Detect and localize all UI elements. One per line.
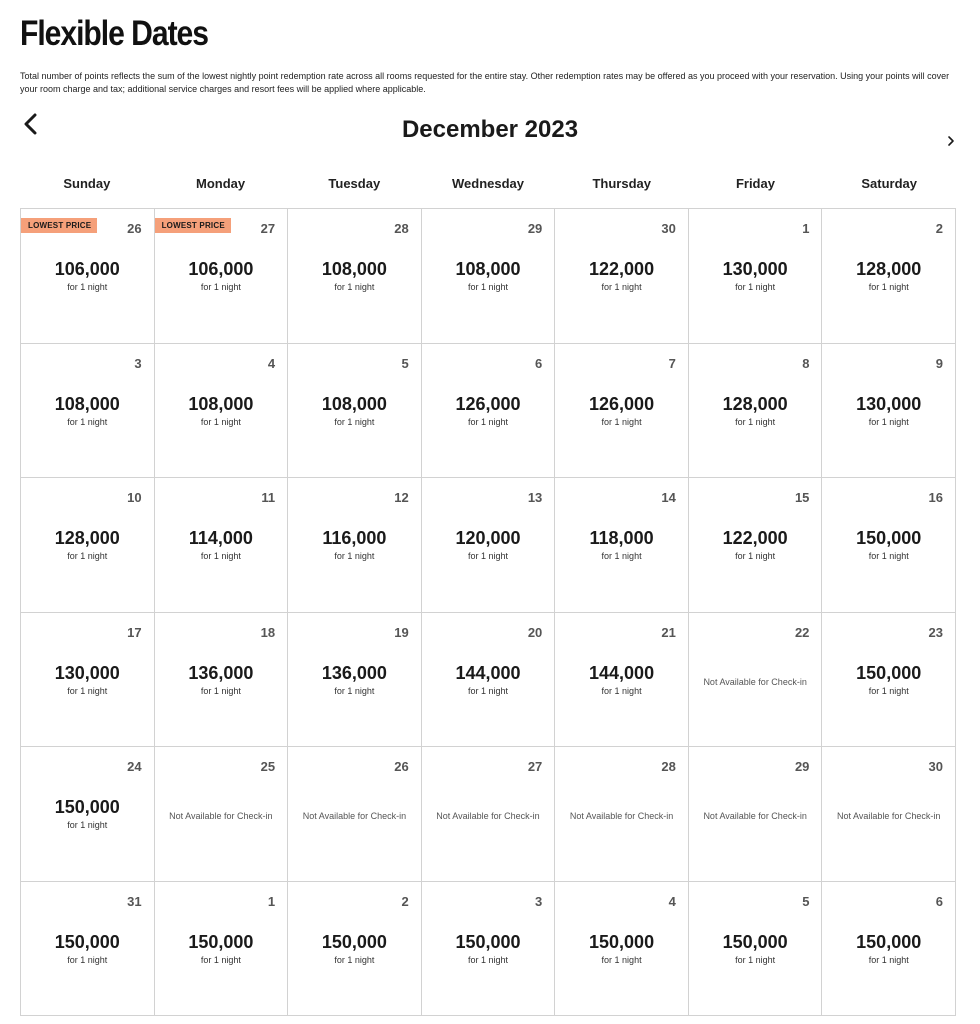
points-price: 108,000: [455, 259, 521, 279]
night-count-label: for 1 night: [67, 551, 108, 561]
calendar-day-cell[interactable]: [288, 882, 422, 1017]
night-count-label: for 1 night: [334, 954, 375, 965]
points-price: 106,000: [54, 259, 120, 279]
points-price: 122,000: [589, 259, 655, 279]
day-number: 18: [260, 624, 276, 640]
weekday-label: Friday: [735, 176, 775, 191]
calendar-day-cell[interactable]: [822, 882, 956, 1017]
points-price: 108,000: [321, 393, 387, 414]
points-price: 150,000: [856, 662, 922, 683]
day-number: 13: [527, 490, 543, 505]
calendar-day-cell[interactable]: [689, 882, 823, 1017]
not-available-label: Not Available for Check-in: [169, 811, 273, 821]
points-price: 126,000: [589, 393, 655, 414]
day-number: 25: [260, 759, 276, 774]
calendar-day-cell[interactable]: [822, 209, 956, 344]
points-price: 126,000: [455, 393, 521, 414]
not-available-label: Not Available for Check-in: [302, 811, 407, 821]
night-count-label: for 1 night: [200, 685, 241, 696]
month-title: December 2023: [401, 116, 579, 143]
points-price: 144,000: [455, 662, 521, 683]
not-available-label: Not Available for Check-in: [703, 811, 807, 821]
day-number: 11: [261, 490, 276, 505]
day-number: 3: [134, 355, 142, 371]
calendar-day-cell[interactable]: [155, 613, 289, 748]
night-count-label: for 1 night: [601, 954, 642, 965]
weekday-label: Saturday: [861, 176, 917, 191]
day-number: 27: [260, 221, 276, 236]
calendar-day-cell[interactable]: [822, 344, 956, 479]
points-price: 108,000: [321, 259, 387, 279]
points-price: 150,000: [589, 931, 655, 952]
day-number: 1: [267, 893, 276, 909]
night-count-label: for 1 night: [334, 416, 375, 427]
night-count-label: for 1 night: [467, 416, 508, 427]
night-count-label: for 1 night: [601, 551, 642, 561]
day-number: 27: [527, 759, 543, 774]
points-price: 136,000: [188, 662, 254, 683]
calendar-day-cell[interactable]: [422, 747, 556, 882]
calendar-day-cell[interactable]: [21, 478, 155, 613]
calendar-day-cell[interactable]: [288, 209, 422, 344]
night-count-label: for 1 night: [200, 954, 241, 965]
night-count-label: for 1 night: [334, 551, 375, 561]
weekday-label: Wednesday: [452, 176, 525, 191]
weekday-label: Thursday: [592, 176, 651, 191]
day-number: 23: [928, 624, 943, 640]
day-number: 5: [802, 893, 810, 909]
day-number: 22: [794, 624, 810, 640]
calendar-day-cell[interactable]: [155, 209, 289, 344]
points-price: 150,000: [54, 797, 120, 817]
night-count-label: for 1 night: [868, 551, 909, 561]
day-number: 5: [401, 355, 409, 371]
night-count-label: for 1 night: [67, 820, 108, 830]
day-number: 26: [127, 221, 142, 236]
night-count-label: for 1 night: [67, 416, 108, 427]
points-price: 128,000: [722, 393, 788, 414]
points-price: 120,000: [455, 528, 521, 548]
day-number: 16: [928, 490, 943, 505]
points-price: 150,000: [321, 931, 387, 952]
calendar-day-cell[interactable]: [288, 613, 422, 748]
not-available-label: Not Available for Check-in: [837, 811, 941, 821]
night-count-label: for 1 night: [200, 551, 241, 561]
day-number: 15: [794, 490, 810, 505]
points-price: 150,000: [455, 931, 521, 952]
calendar-day-cell[interactable]: [555, 747, 689, 882]
calendar-day-cell[interactable]: [288, 478, 422, 613]
night-count-label: for 1 night: [868, 685, 909, 696]
day-number: 17: [127, 624, 142, 640]
day-number: 14: [661, 490, 676, 505]
day-number: 2: [401, 893, 409, 909]
night-count-label: for 1 night: [334, 282, 375, 292]
points-price: 108,000: [54, 393, 120, 414]
night-count-label: for 1 night: [200, 416, 241, 427]
calendar-day-cell[interactable]: [21, 882, 155, 1017]
night-count-label: for 1 night: [868, 954, 909, 965]
night-count-label: for 1 night: [601, 282, 642, 292]
day-number: 30: [928, 759, 943, 774]
calendar-day-cell[interactable]: [155, 747, 289, 882]
calendar-day-cell[interactable]: [555, 882, 689, 1017]
points-price: 128,000: [54, 528, 120, 548]
night-count-label: for 1 night: [67, 685, 108, 696]
calendar-day-cell[interactable]: [288, 344, 422, 479]
calendar-day-cell[interactable]: [422, 344, 556, 479]
day-number: 31: [127, 893, 142, 909]
day-number: 24: [127, 759, 142, 774]
lowest-price-badge: LOWEST PRICE: [21, 218, 97, 233]
calendar-day-cell[interactable]: [555, 478, 689, 613]
points-price: 150,000: [856, 931, 922, 952]
day-number: 12: [394, 490, 409, 505]
day-number: 3: [535, 893, 543, 909]
calendar-day-cell[interactable]: [689, 478, 823, 613]
points-price: 128,000: [856, 259, 922, 279]
night-count-label: for 1 night: [868, 282, 909, 292]
points-price: 136,000: [321, 662, 387, 683]
night-count-label: for 1 night: [467, 551, 508, 561]
calendar-day-cell[interactable]: [422, 613, 556, 748]
calendar-day-cell[interactable]: [422, 882, 556, 1017]
night-count-label: for 1 night: [735, 282, 776, 292]
points-price: 144,000: [589, 662, 655, 683]
not-available-label: Not Available for Check-in: [703, 676, 807, 687]
calendar-day-cell[interactable]: [155, 344, 289, 479]
calendar-day-cell[interactable]: [822, 747, 956, 882]
points-price: 116,000: [322, 528, 387, 548]
points-price: 150,000: [188, 931, 254, 952]
day-number: 21: [661, 624, 676, 640]
calendar-day-cell[interactable]: [689, 613, 823, 748]
not-available-label: Not Available for Check-in: [569, 811, 674, 821]
calendar-day-cell[interactable]: [21, 344, 155, 479]
day-number: 28: [394, 221, 409, 236]
day-number: 29: [527, 221, 543, 236]
calendar-day-cell[interactable]: [555, 209, 689, 344]
night-count-label: for 1 night: [467, 685, 508, 696]
points-price: 108,000: [188, 393, 254, 414]
calendar-day-cell[interactable]: [555, 613, 689, 748]
night-count-label: for 1 night: [735, 551, 776, 561]
night-count-label: for 1 night: [868, 416, 909, 427]
calendar-day-cell[interactable]: [21, 613, 155, 748]
day-number: 6: [935, 893, 943, 909]
weekday-label: Monday: [196, 176, 246, 191]
night-count-label: for 1 night: [334, 685, 375, 696]
points-price: 118,000: [589, 528, 654, 548]
day-number: 29: [794, 759, 810, 774]
points-price: 130,000: [54, 662, 120, 683]
calendar-day-cell[interactable]: [689, 209, 823, 344]
points-price: 122,000: [722, 528, 788, 548]
day-number: 30: [661, 221, 676, 236]
calendar-day-cell[interactable]: [822, 613, 956, 748]
day-number: 7: [668, 355, 676, 371]
calendar-day-cell[interactable]: [288, 747, 422, 882]
chevron-right-icon: [945, 133, 957, 149]
night-count-label: for 1 night: [735, 416, 776, 427]
points-price: 106,000: [188, 259, 254, 279]
night-count-label: for 1 night: [735, 954, 776, 965]
weekday-header-row: [20, 176, 956, 191]
day-number: 9: [935, 355, 943, 371]
points-price: 150,000: [856, 528, 922, 548]
day-number: 10: [127, 490, 142, 505]
calendar-day-cell[interactable]: [422, 478, 556, 613]
next-month-button[interactable]: [945, 133, 957, 149]
calendar-day-cell[interactable]: [555, 344, 689, 479]
weekday-label: Sunday: [63, 176, 111, 191]
day-number: 28: [661, 759, 676, 774]
night-count-label: for 1 night: [67, 282, 108, 292]
not-available-label: Not Available for Check-in: [436, 811, 540, 821]
night-count-label: for 1 night: [67, 954, 108, 965]
calendar-day-cell[interactable]: [21, 209, 155, 344]
day-number: 2: [935, 221, 943, 236]
points-price: 150,000: [722, 931, 788, 952]
night-count-label: for 1 night: [467, 954, 508, 965]
night-count-label: for 1 night: [601, 685, 642, 696]
page-title: Flexible Dates: [20, 14, 208, 53]
calendar-grid: [20, 208, 956, 1016]
points-price: 150,000: [54, 931, 120, 952]
night-count-label: for 1 night: [601, 416, 642, 427]
day-number: 6: [535, 355, 543, 371]
night-count-label: for 1 night: [467, 282, 508, 292]
day-number: 20: [527, 624, 543, 640]
night-count-label: for 1 night: [200, 282, 241, 292]
calendar-day-cell[interactable]: [422, 209, 556, 344]
weekday-label: Tuesday: [328, 176, 381, 191]
calendar-day-cell[interactable]: [822, 478, 956, 613]
points-price: 114,000: [188, 528, 253, 548]
day-number: 8: [802, 355, 810, 371]
calendar-day-cell[interactable]: [155, 478, 289, 613]
calendar-day-cell[interactable]: [689, 747, 823, 882]
day-number: 19: [394, 624, 409, 640]
calendar-day-cell[interactable]: [689, 344, 823, 479]
calendar-day-cell[interactable]: [21, 747, 155, 882]
lowest-price-badge: LOWEST PRICE: [155, 218, 231, 233]
points-disclaimer: Total number of points reflects the sum of the lowest nightly point redemption rate across all rooms requested for the entire stay. Other redemption rates may be offered as you proceed with your reservation. Using your points will cover your room charge and tax; additional service charges and resort fees will be applied where applicable.: [20, 71, 950, 94]
points-price: 130,000: [856, 393, 922, 414]
day-number: 1: [802, 221, 810, 236]
day-number: 4: [668, 893, 676, 909]
calendar-day-cell[interactable]: [155, 882, 289, 1017]
day-number: 26: [394, 759, 409, 774]
day-number: 4: [267, 355, 276, 371]
points-price: 130,000: [722, 259, 788, 279]
